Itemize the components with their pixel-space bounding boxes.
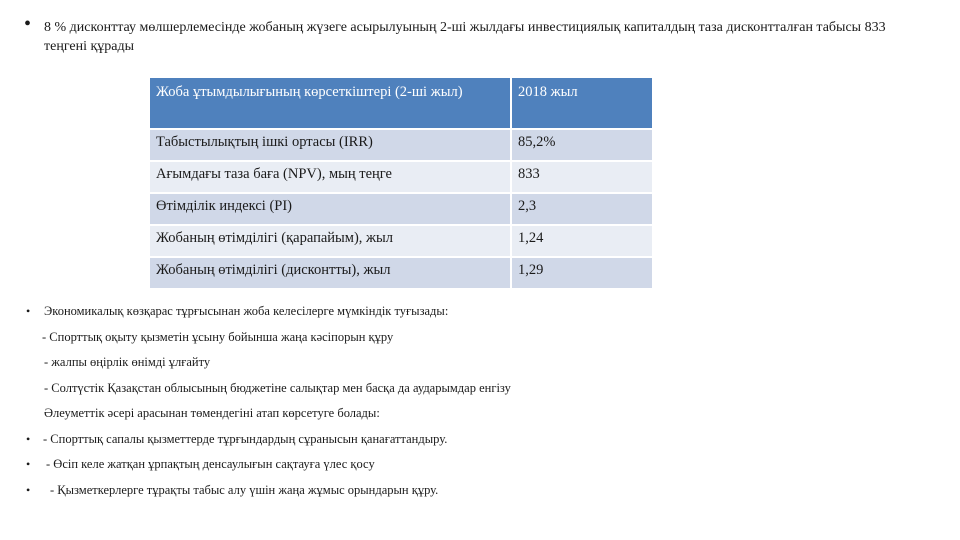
list-item-text: - жалпы өңірлік өнімді ұлғайту: [44, 355, 211, 369]
row-label: Жобаның өтімділігі (қарапайым), жыл: [150, 225, 511, 257]
table-row: [150, 161, 652, 193]
list-item-text: Экономикалық көзқарас тұрғысынан жоба келесілерге мүмкіндік туғызады:: [44, 304, 449, 318]
list-item: [26, 352, 926, 378]
list-item: [26, 429, 926, 455]
bullet: •: [26, 304, 31, 318]
row-label: Өтімділік индексі (PI): [150, 193, 511, 225]
table-row: [150, 193, 652, 225]
table-header-row: [150, 78, 652, 129]
header-year: 2018 жыл: [511, 78, 652, 129]
bullet: •: [26, 457, 31, 471]
list-item-text: - Өсіп келе жатқан ұрпақтың денсаулығын сақтауға үлес қосу: [46, 457, 375, 471]
list-item: [26, 327, 926, 353]
points-list: [26, 301, 926, 505]
intro-bullet: •: [24, 13, 32, 35]
bullet: •: [26, 482, 31, 497]
list-item-text: - Солтүстік Қазақстан облысының бюджетіне салықтар мен басқа да аударымдар енгізу: [44, 380, 511, 395]
intro-text: 8 % дисконттау мөлшерлемесінде жобаның жүзеге асырылуының 2-ші жылдағы инвестициялық капиталдың таза дисконтталған табысы 833 теңгені құрады: [44, 20, 886, 54]
row-label: Ағымдағы таза баға (NPV), мың теңге: [150, 161, 511, 193]
list-item-text: - Спорттық оқыту қызметін ұсыну бойынша жаңа кәсіпорын құру: [42, 329, 394, 344]
list-item: [26, 454, 926, 480]
row-value: 1,24: [511, 225, 652, 257]
row-label: Жобаның өтімділігі (дисконтты), жыл: [150, 257, 511, 288]
table-row: [150, 225, 652, 257]
list-item-text: Әлеуметтік әсері арасынан төмендегіні атап көрсетуге болады:: [44, 406, 380, 420]
header-indicator: Жоба ұтымдылығының көрсеткіштері (2-ші жыл): [150, 78, 511, 129]
list-item: [26, 378, 926, 404]
list-item-text: - Қызметкерлерге тұрақты табыс алу үшін жаңа жұмыс орындарын құру.: [50, 482, 439, 497]
indicators-table: [150, 78, 652, 288]
intro-paragraph: [24, 13, 924, 56]
table-row: [150, 257, 652, 288]
row-value: 2,3: [511, 193, 652, 225]
table-row: [150, 129, 652, 161]
row-value: 85,2%: [511, 129, 652, 161]
row-value: 833: [511, 161, 652, 193]
row-label: Табыстылықтың ішкі ортасы (IRR): [150, 129, 511, 161]
list-item: [26, 480, 926, 506]
row-value: 1,29: [511, 257, 652, 288]
list-item: [26, 301, 926, 327]
list-item: [26, 403, 926, 429]
list-item-text: - Спорттық сапалы қызметтерде тұрғындардың сұранысын қанағаттандыру.: [43, 431, 448, 446]
bullet: •: [26, 431, 31, 446]
